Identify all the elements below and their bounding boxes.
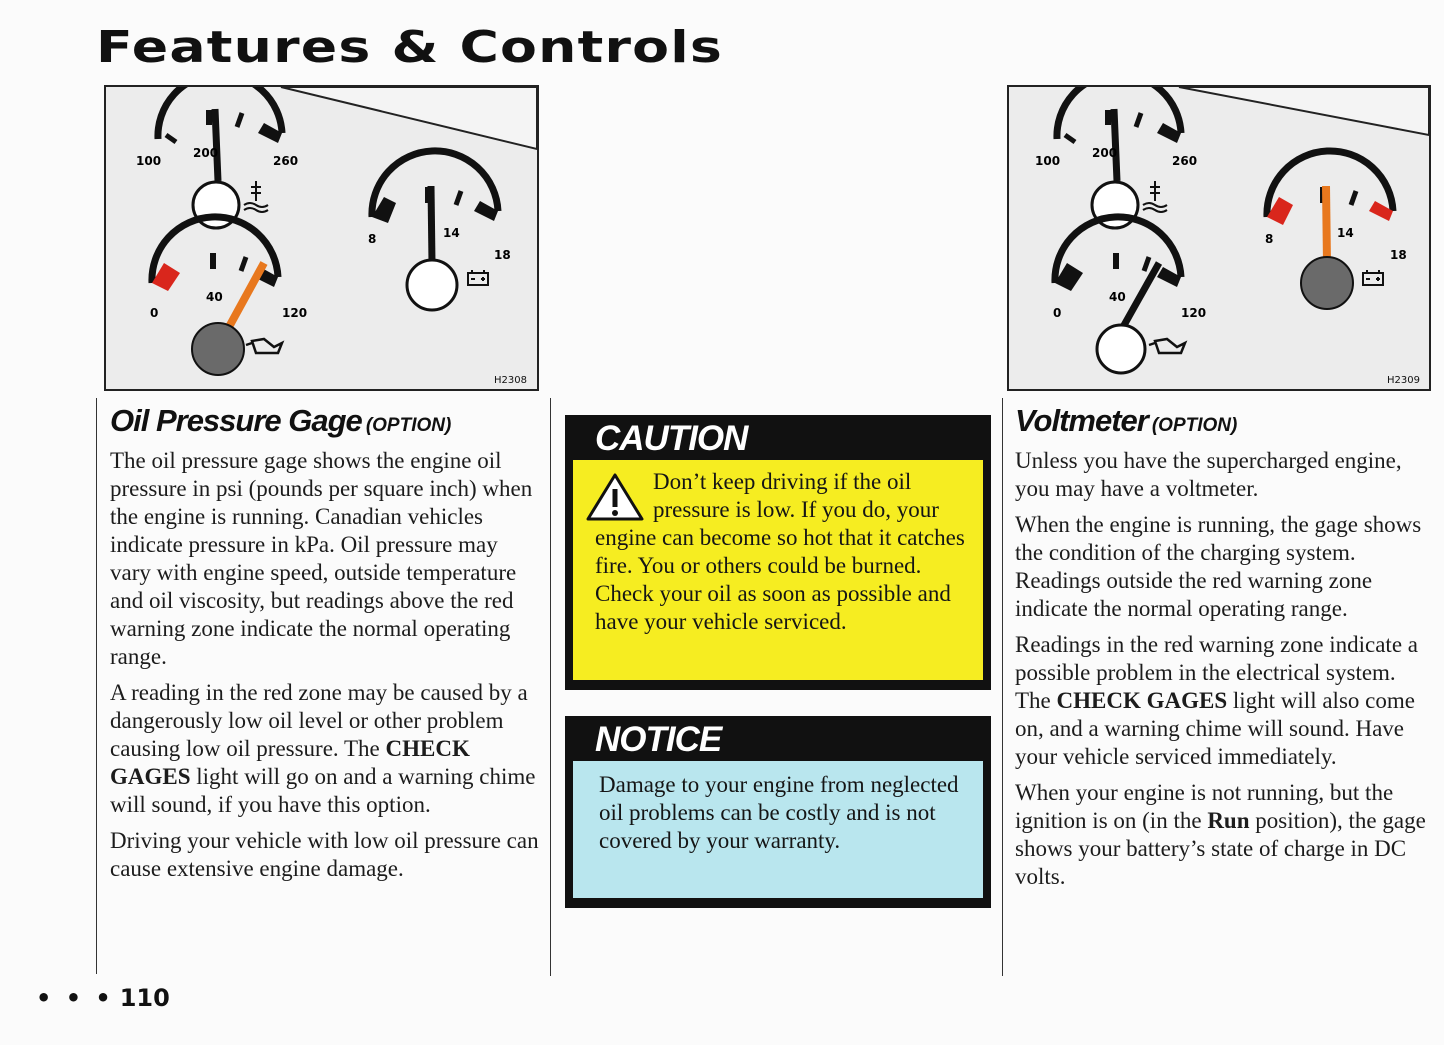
notice-text: Damage to your engine from neglected oil problems can be costly and is not covered by your warranty. (599, 772, 959, 853)
temp-tick-3: 260 (1172, 154, 1198, 168)
voltmeter-section (1015, 400, 1435, 899)
oil-pressure-gauge (1053, 217, 1206, 373)
figure-code: H2309 (1387, 375, 1420, 386)
gauge-cluster-illustration-oil (106, 87, 537, 389)
voltmeter-gauge (1265, 151, 1407, 309)
oil-pressure-gage-figure (104, 85, 539, 391)
notice-box (565, 716, 991, 908)
run-label: Run (1207, 808, 1250, 833)
warning-triangle-icon (585, 472, 645, 522)
battery-icon (1363, 270, 1383, 285)
temp-tick-3: 260 (273, 154, 299, 168)
section-title: Oil Pressure Gage (110, 403, 362, 438)
paragraph: Driving your vehicle with low oil pressure can cause extensive engine damage. (110, 828, 539, 881)
paragraph: When the engine is running, the gage shows the condition of the charging system. Readings outside the red warning zone indicate the normal operating range. (1015, 512, 1422, 621)
paragraph: Readings in the red warning zone indicate a possible problem in the electrical system. The CHECK GAGES light will also come on, and a warning chime will sound. Have your vehicle serviced immediately. (1015, 632, 1418, 769)
volt-tick-2: 14 (443, 226, 460, 240)
paragraph: A reading in the red zone may be caused by a dangerously low oil level or other problem causing low oil pressure. The CHECK GAGES light will go on and a warning chime will sound, if you have this option. (110, 680, 536, 817)
oil-can-icon (1149, 339, 1185, 353)
battery-icon (468, 270, 488, 285)
volt-tick-3: 18 (1390, 248, 1407, 262)
temp-tick-1: 100 (1035, 154, 1061, 168)
section-title: Voltmeter (1015, 403, 1148, 438)
coolant-temperature-icon (244, 181, 268, 212)
oil-pressure-gauge (150, 217, 307, 375)
oil-tick-3: 120 (282, 306, 308, 320)
volt-tick-2: 14 (1337, 226, 1354, 240)
option-tag: (OPTION) (365, 415, 452, 436)
volt-tick-3: 18 (494, 248, 511, 262)
caution-text: Don’t keep driving if the oil pressure is low. If you do, your engine can become so hot that it catches fire. You or others could be burned. Check your oil as soon as possible and have your vehicle serviced. (595, 469, 965, 634)
page-dots: • • • (36, 984, 114, 1012)
caution-box (565, 415, 991, 690)
coolant-temperature-icon (1143, 181, 1167, 212)
temp-tick-1: 100 (136, 154, 162, 168)
section-heading (1015, 400, 1435, 447)
oil-tick-3: 120 (1181, 306, 1207, 320)
volt-tick-1: 8 (368, 232, 377, 246)
caution-heading: CAUTION (595, 419, 748, 458)
paragraph: The oil pressure gage shows the engine oil pressure in psi (pounds per square inch) when the engine is running. Canadian vehicles indicate pressure in kPa. Oil pressure may vary with engine speed, outside temperature and oil viscosity, but readings above the red warning zone indicate the normal operating range. (110, 448, 533, 669)
notice-body (573, 761, 983, 898)
paragraph: When your engine is not running, but the ignition is on (in the Run position), the gage shows your battery’s state of charge in DC volts. (1015, 780, 1426, 889)
figure-code: H2308 (494, 375, 527, 386)
oil-tick-1: 0 (150, 306, 159, 320)
caution-body (573, 460, 983, 680)
oil-tick-2: 40 (206, 290, 223, 304)
voltmeter-gauge (368, 151, 511, 310)
column-divider (550, 398, 551, 976)
page-title: Features & Controls (96, 22, 724, 73)
check-gages-label: CHECK GAGES (1056, 688, 1228, 713)
paragraph: Unless you have the supercharged engine, you may have a voltmeter. (1015, 448, 1402, 501)
temperature-gauge (136, 87, 298, 228)
option-tag: (OPTION) (1151, 415, 1238, 436)
page-number-value: 110 (119, 984, 170, 1012)
temp-tick-2: 200 (1092, 146, 1118, 160)
oil-tick-1: 0 (1053, 306, 1062, 320)
volt-tick-1: 8 (1265, 232, 1274, 246)
oil-pressure-section (110, 400, 542, 891)
notice-heading: NOTICE (595, 720, 722, 759)
oil-tick-2: 40 (1109, 290, 1126, 304)
column-divider (1002, 398, 1003, 976)
check-gages-label: CHECK GAGES (110, 736, 470, 789)
oil-can-icon (246, 339, 282, 353)
voltmeter-figure (1007, 85, 1431, 391)
temp-tick-2: 200 (193, 146, 219, 160)
column-divider (96, 398, 97, 974)
gauge-cluster-illustration-volt (1009, 87, 1429, 389)
temperature-gauge (1035, 87, 1197, 228)
page-number (36, 984, 170, 1012)
section-heading (110, 400, 542, 447)
